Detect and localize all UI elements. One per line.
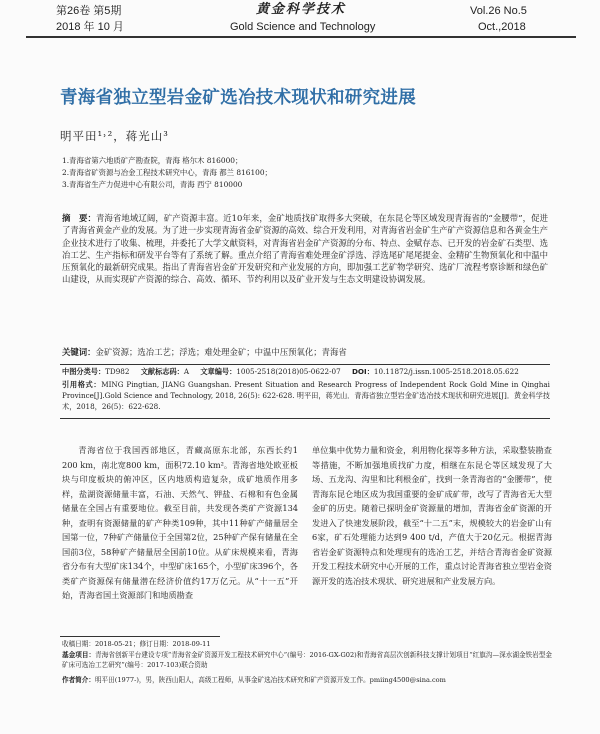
affiliation-2: 2.青海省矿资源与冶金工程技术研究中心，青海 都兰 816100； (62, 168, 272, 177)
footnote-rule (60, 636, 220, 637)
affiliation-3: 3.青海省生产力促进中心有限公司，青海 西宁 810000 (62, 180, 243, 189)
doi-label: DOI： (351, 367, 374, 376)
doc-code-value: A (183, 367, 190, 376)
header-rule (26, 36, 576, 38)
author-bio-label: 作者简介： (62, 676, 95, 684)
affiliation-1: 1.青海省第六地质矿产勘查院，青海 格尔木 816000； (62, 156, 243, 165)
article-title: 青海省独立型岩金矿选冶技术现状和研究进展 (60, 88, 416, 108)
author-bio (62, 676, 552, 686)
keywords (62, 346, 548, 358)
journal-title-cn: 黄金科学技术 (256, 2, 347, 17)
citation (62, 379, 550, 412)
article-no-value: 1005-2518(2018)05-0622-07 (236, 367, 341, 376)
fund-text: 青海省创新平台建设专项“青海省金矿资源开发工程技术研究中心”(编号：2016-GX-G02)和青海省高层次创新科技支撑计划项目“红旗沟—深水湖金铁岩型金矿床可选冶工艺研究”(编号：2017-103)联合资助 (62, 651, 552, 669)
cite-label: 引用格式： (62, 380, 102, 389)
fund-note (62, 651, 552, 670)
doc-code-label: 文献标志码： (140, 367, 184, 376)
issue-date-en: Oct.,2018 (478, 21, 526, 33)
class-value: TD982 (105, 367, 130, 376)
abstract (62, 212, 548, 286)
body-column-1: 青海省位于我国西部地区，青藏高原东北部，东西长约1 200 km，南北宽800 km，面积72.10 km²。青海省地处欧亚板块与印度板块的俯冲区，区内地质构造复杂，成矿地质作用多样，盐湖资源储量丰富，石油、天然气、钾盐、石棉和有色金属储量在全国占有重要地位。截至目前，共发现各类矿产资源134种，查明有资源储量的矿产种类109种，其中11种矿产储量居全国第一位，7种矿产储量位于全国第2位，25种矿产保有储量在全国前3位，58种矿产储量居全国前10位。从矿床规模来看，青海省分布有大型矿床134个，中型矿床165个，小型矿床396个，各类矿产资源保有储量潜在经济价值约17万亿元。从“十一五”开始，青海省国土资源部门和地质勘查 (62, 445, 298, 600)
keywords-text: 金矿资源；选冶工艺；浮选；难处理金矿；中温中压预氧化；青海省 (95, 347, 347, 357)
author-bio-text: 明平田(1977-)，男，陕西山阳人，高级工程师，从事金矿选冶技术研究和矿产资源开发工作。pmiing4500@sina.com (94, 676, 446, 684)
cite-text: MING Pingtian, JIANG Guangshan. Present Situation and Research Progress of Independent Rock Gold Mine in Qinghai Province[J].Gold Science and Technology, 2018, 26(5): 622-628. 明平田，蒋光山．青海省独立型岩金矿选冶技术现状和研究进展[J]．黄金科学技术，2018，26(5)：622-628. (62, 380, 550, 411)
received-date: 收稿日期：2018-05-21；修订日期：2018-09-11 (62, 640, 211, 648)
doi-value: 10.11872/j.issn.1005-2518.2018.05.622 (373, 367, 519, 376)
volume-issue-en: Vol.26 No.5 (470, 5, 527, 17)
abstract-text: 青海省地域辽阔，矿产资源丰富。近10年来，金矿地质找矿取得多大突破，在东昆仑等区域发现青海省的“金腰带”，促进了青海省黄金产业的发展。为了进一步实现青海省金矿资源的高效、综合开发利用，对青海省岩金矿生产矿产资源信息和各黄金生产企业技术进行了收集、梳理，并委托了大学文献资料，对青海省岩金矿产资源的分布、特点、金赋存态、已开发的岩金矿石类型、选冶工艺、生产指标和研发平台等有了系统了解。重点介绍了青海省难处理金矿浮选、浮选尾矿尾尾提金、金精矿生物预氧化和中温中压预氧化的最新研究成果。指出了青海省岩金矿开发研究和产业发展的方向，即加强工艺矿物学研究、选矿厂流程考察诊断和绿色矿山建设，从而实现矿产资源的综合、高效、循环、节约利用以及矿业开发与生态文明建设协调发展。 (62, 213, 549, 285)
issue-date: 2018 年 10 月 (56, 21, 124, 33)
journal-title-en: Gold Science and Technology (230, 21, 376, 33)
meta-rule-bottom (60, 418, 550, 419)
body-column-2: 单位集中优势力量和资金，利用物化探等多种方法，采取整装勘查等措施，不断加强地质找矿力度，相继在东昆仑等区域发现了大场、五龙沟、沟里和比利根金矿，找到一条青海省的“金腰带”，使青海东昆仑地区成为我国重要的金矿成矿带，改写了青海省无大型金矿的历史。随着已探明金矿资源量的增加，青海省金矿资源的开发进入了快速发展阶段，截至“十二五”末，规模较大的岩金矿山有6家，矿石处理能力达到9 400 t/d，产值大于20亿元。根据青海省岩金矿资源特点和处理现有的选冶工艺，并结合青海省金矿资源开发工程技术研究中心开展的工作，重点讨论青海省独立型岩金资源开发的选冶技术现状、研究进展和产业发展方向。 (312, 445, 552, 586)
keywords-label: 关键词： (62, 347, 96, 357)
authors: 明平田¹˒²，蒋光山³ (60, 129, 169, 143)
class-label: 中图分类号： (62, 367, 106, 376)
fund-label: 基金项目： (62, 651, 96, 659)
abstract-label: 摘 要： (62, 213, 96, 223)
classification-line (62, 366, 550, 377)
article-no-label: 文章编号： (200, 367, 237, 376)
volume-issue: 第26卷 第5期 (56, 5, 122, 17)
meta-rule-top (60, 364, 550, 365)
